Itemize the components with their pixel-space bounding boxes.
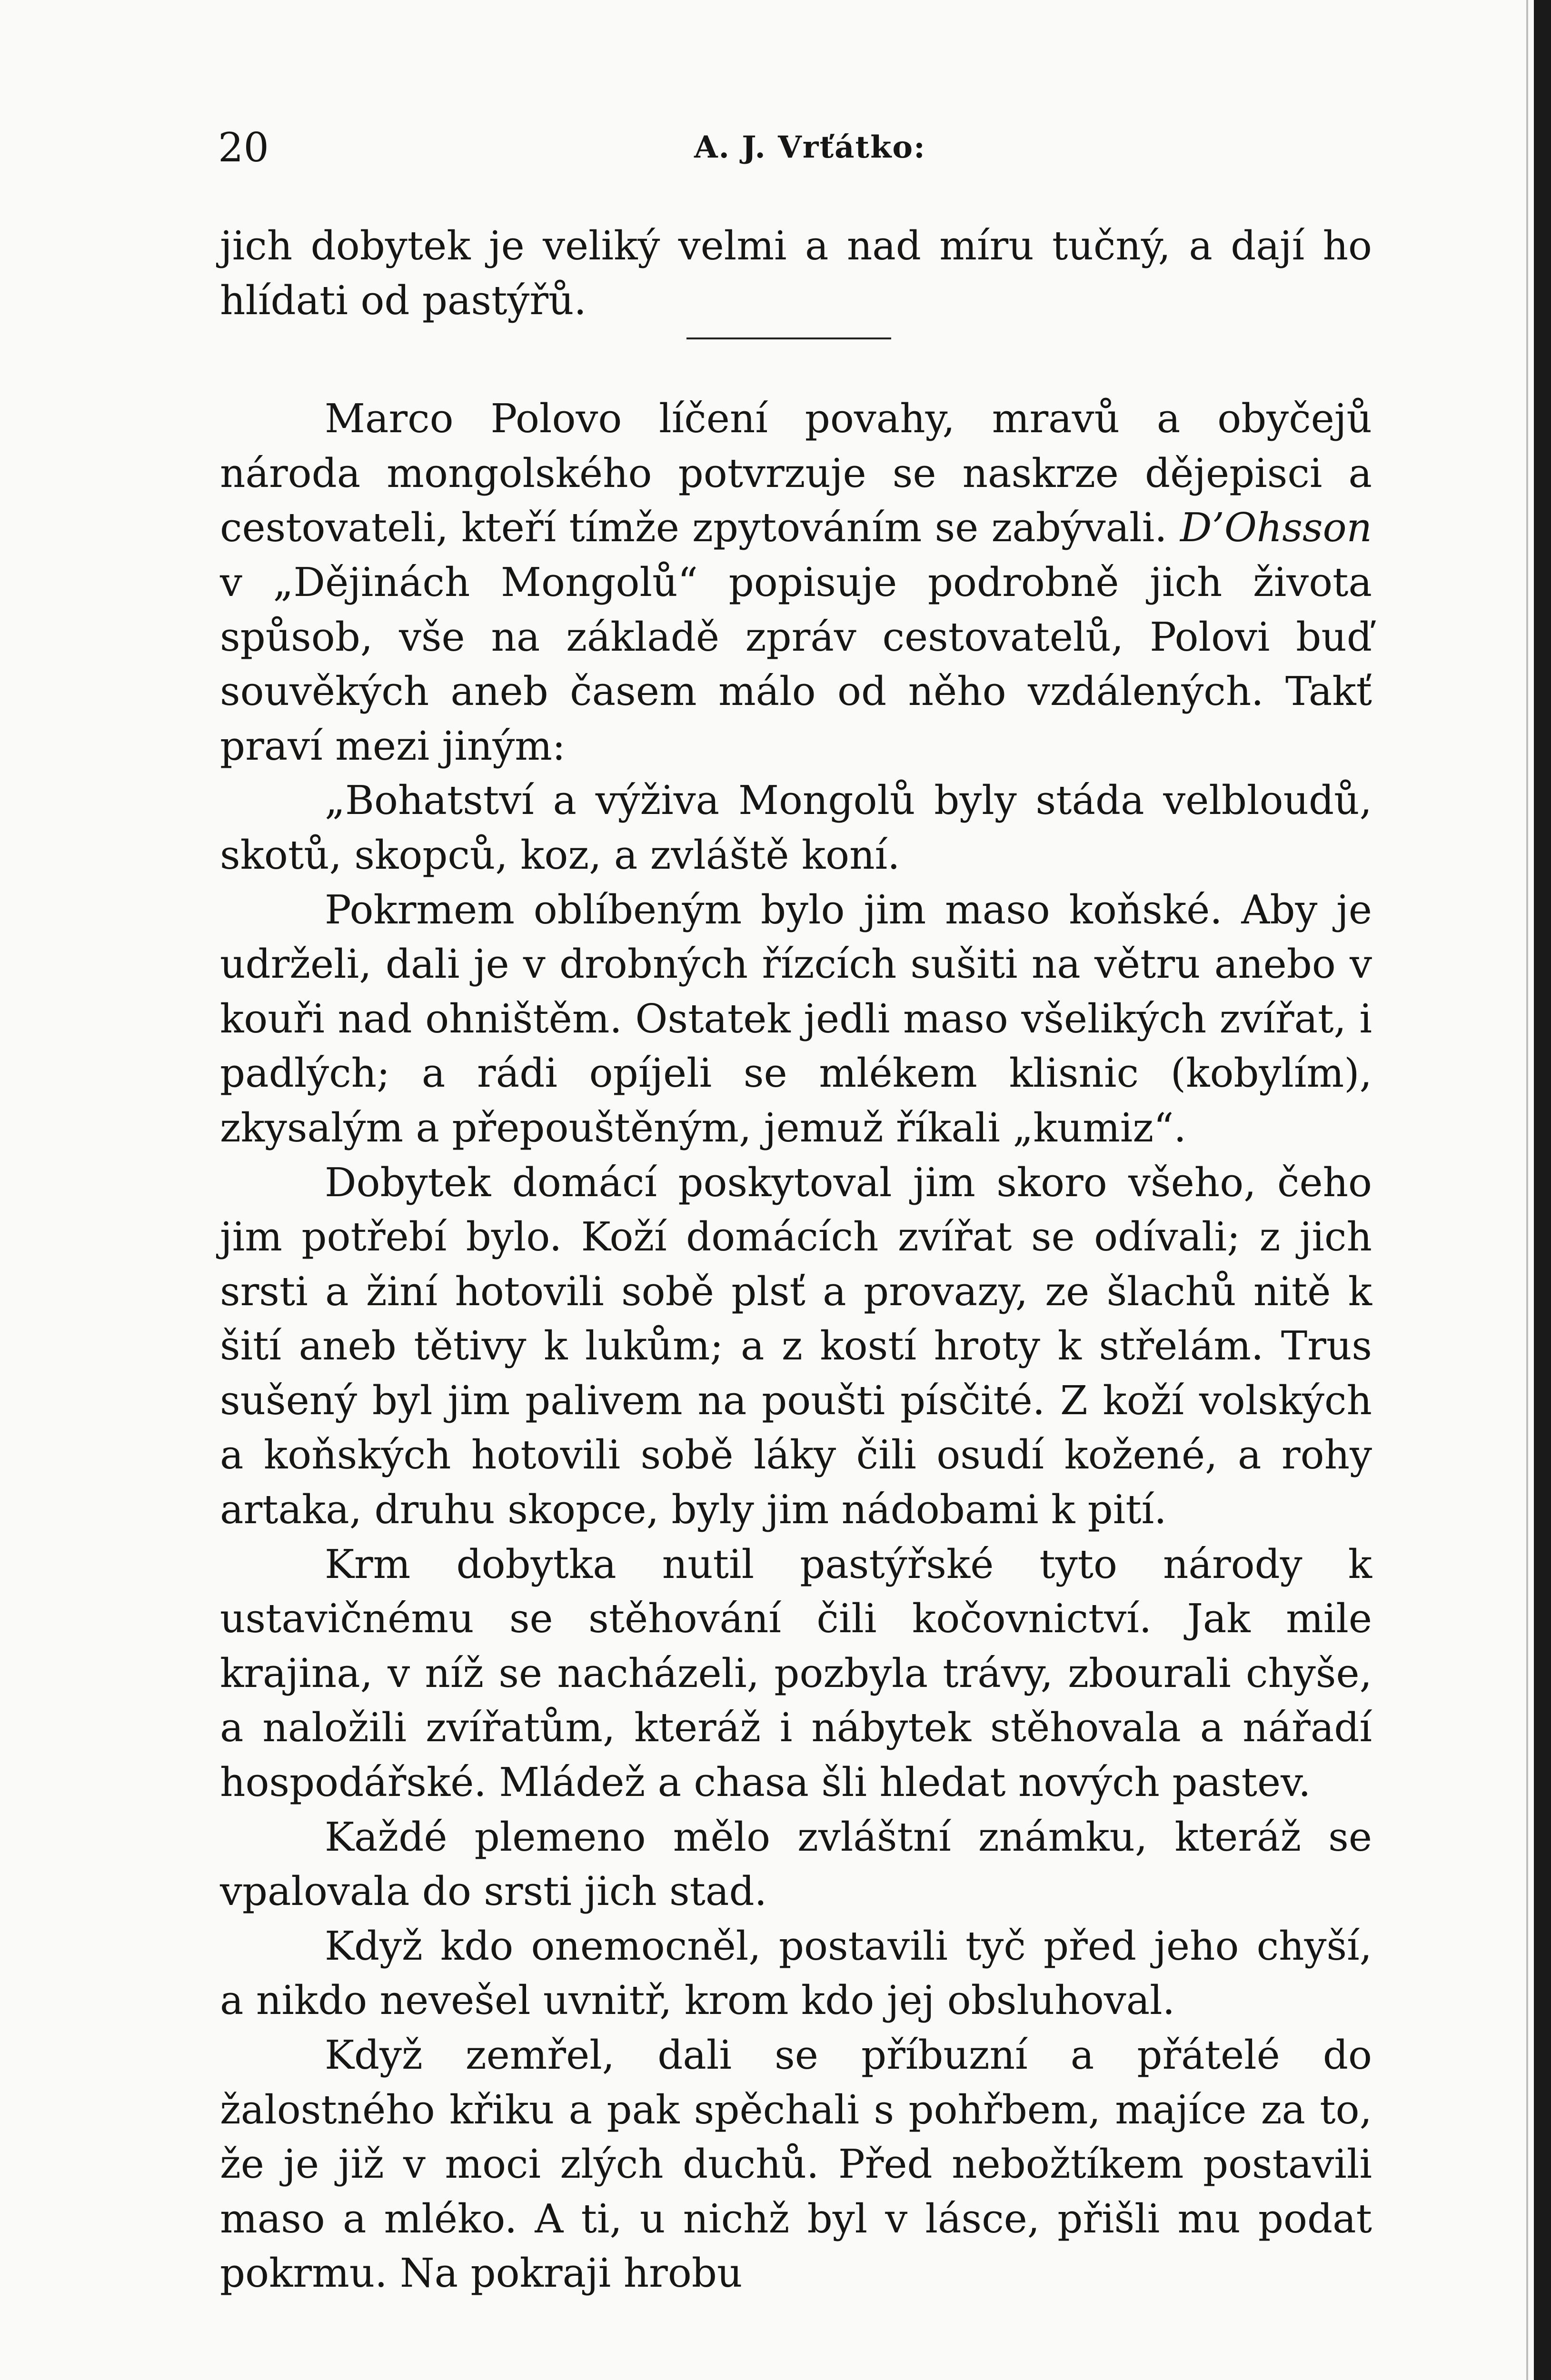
page-edge-line <box>1526 0 1528 2380</box>
paragraph-intro <box>220 392 1372 774</box>
paragraph: Každé plemeno mělo zvláštní známku, kteráž se vpalovala do srsti jich stad. <box>220 1814 1372 1915</box>
paragraph: Krm dobytka nutil pastýřské tyto národy k ustavičnému se stěhování čili kočovnictví. Jak mile krajina, v níž se nacházeli, pozbyla trávy, zbourali chyše, a naložili zvířatům, kteráž i nábytek stěhovala a nářadí hospodářské. Mládež a chasa šli hledat nových pastev. <box>220 1541 1372 1806</box>
body-text <box>220 219 1372 2301</box>
book-spine <box>1534 0 1551 2380</box>
running-head: A. J. Vrťátko: <box>694 129 926 165</box>
paragraph-intro-text: Marco Polovo líčení povahy, mravů a obyčejů národa mongolského potvrzuje se naskrze dějepisci a cestovateli, kteří tímže zpytováním se zabývali. <box>220 396 1372 551</box>
paragraph: Když zemřel, dali se příbuzní a přátelé do žalostného křiku a pak spěchali s pohřbem, majíce za to, že je již v moci zlých duchů. Před nebožtíkem postavili maso a mléko. A ti, u nichž byl v lásce, přišli mu podat pokrmu. Na pokraji hrobu <box>220 2032 1372 2297</box>
page-header <box>218 119 1365 176</box>
paragraph: Když kdo onemocněl, postavili tyč před jeho chyší, a nikdo nevešel uvnitř, krom kdo jej obsluhoval. <box>220 1923 1372 2024</box>
author-name-italic: D’Ohsson <box>1180 505 1372 551</box>
paragraph-continuation: jich dobytek je veliký velmi a nad míru tučný, a dají ho hlídati od pastýřů. <box>220 223 1372 324</box>
paragraph: Dobytek domácí poskytoval jim skoro všeho, čeho jim potřebí bylo. Koží domácích zvířat se odívali; z jich srsti a žiní hotovili sobě plsť a provazy, ze šlachů nitě k šití aneb tětivy k lukům; a z kostí hroty k střelám. Trus sušený byl jim palivem na poušti písčité. Z koží volských a koňských hotovili sobě láky čili osudí kožené, a rohy artaka, druhu skopce, byly jim nádobami k pití. <box>220 1159 1372 1533</box>
page-number: 20 <box>218 124 269 171</box>
paragraph-intro-text-cont: v „Dějinách Mongolů“ popisuje podrobně jich života spůsob, vše na základě zpráv cestovatelů, Polovi buď souvěkých aneb časem málo od něho vzdálených. Takť praví mezi jiným: <box>220 559 1372 769</box>
paragraph: Pokrmem oblíbeným bylo jim maso koňské. Aby je udrželi, dali je v drobných řízcích sušiti na větru anebo v kouři nad ohništěm. Ostatek jedli maso všelikých zvířat, i padlých; a rádi opíjeli se mlékem klisnic (kobylím), zkysalým a přepouštěným, jemuž říkali „kumiz“. <box>220 886 1372 1151</box>
section-separator <box>686 337 891 339</box>
paragraph: „Bohatství a výživa Mongolů byly stáda velbloudů, skotů, skopců, koz, a zvláště koní. <box>220 777 1372 878</box>
